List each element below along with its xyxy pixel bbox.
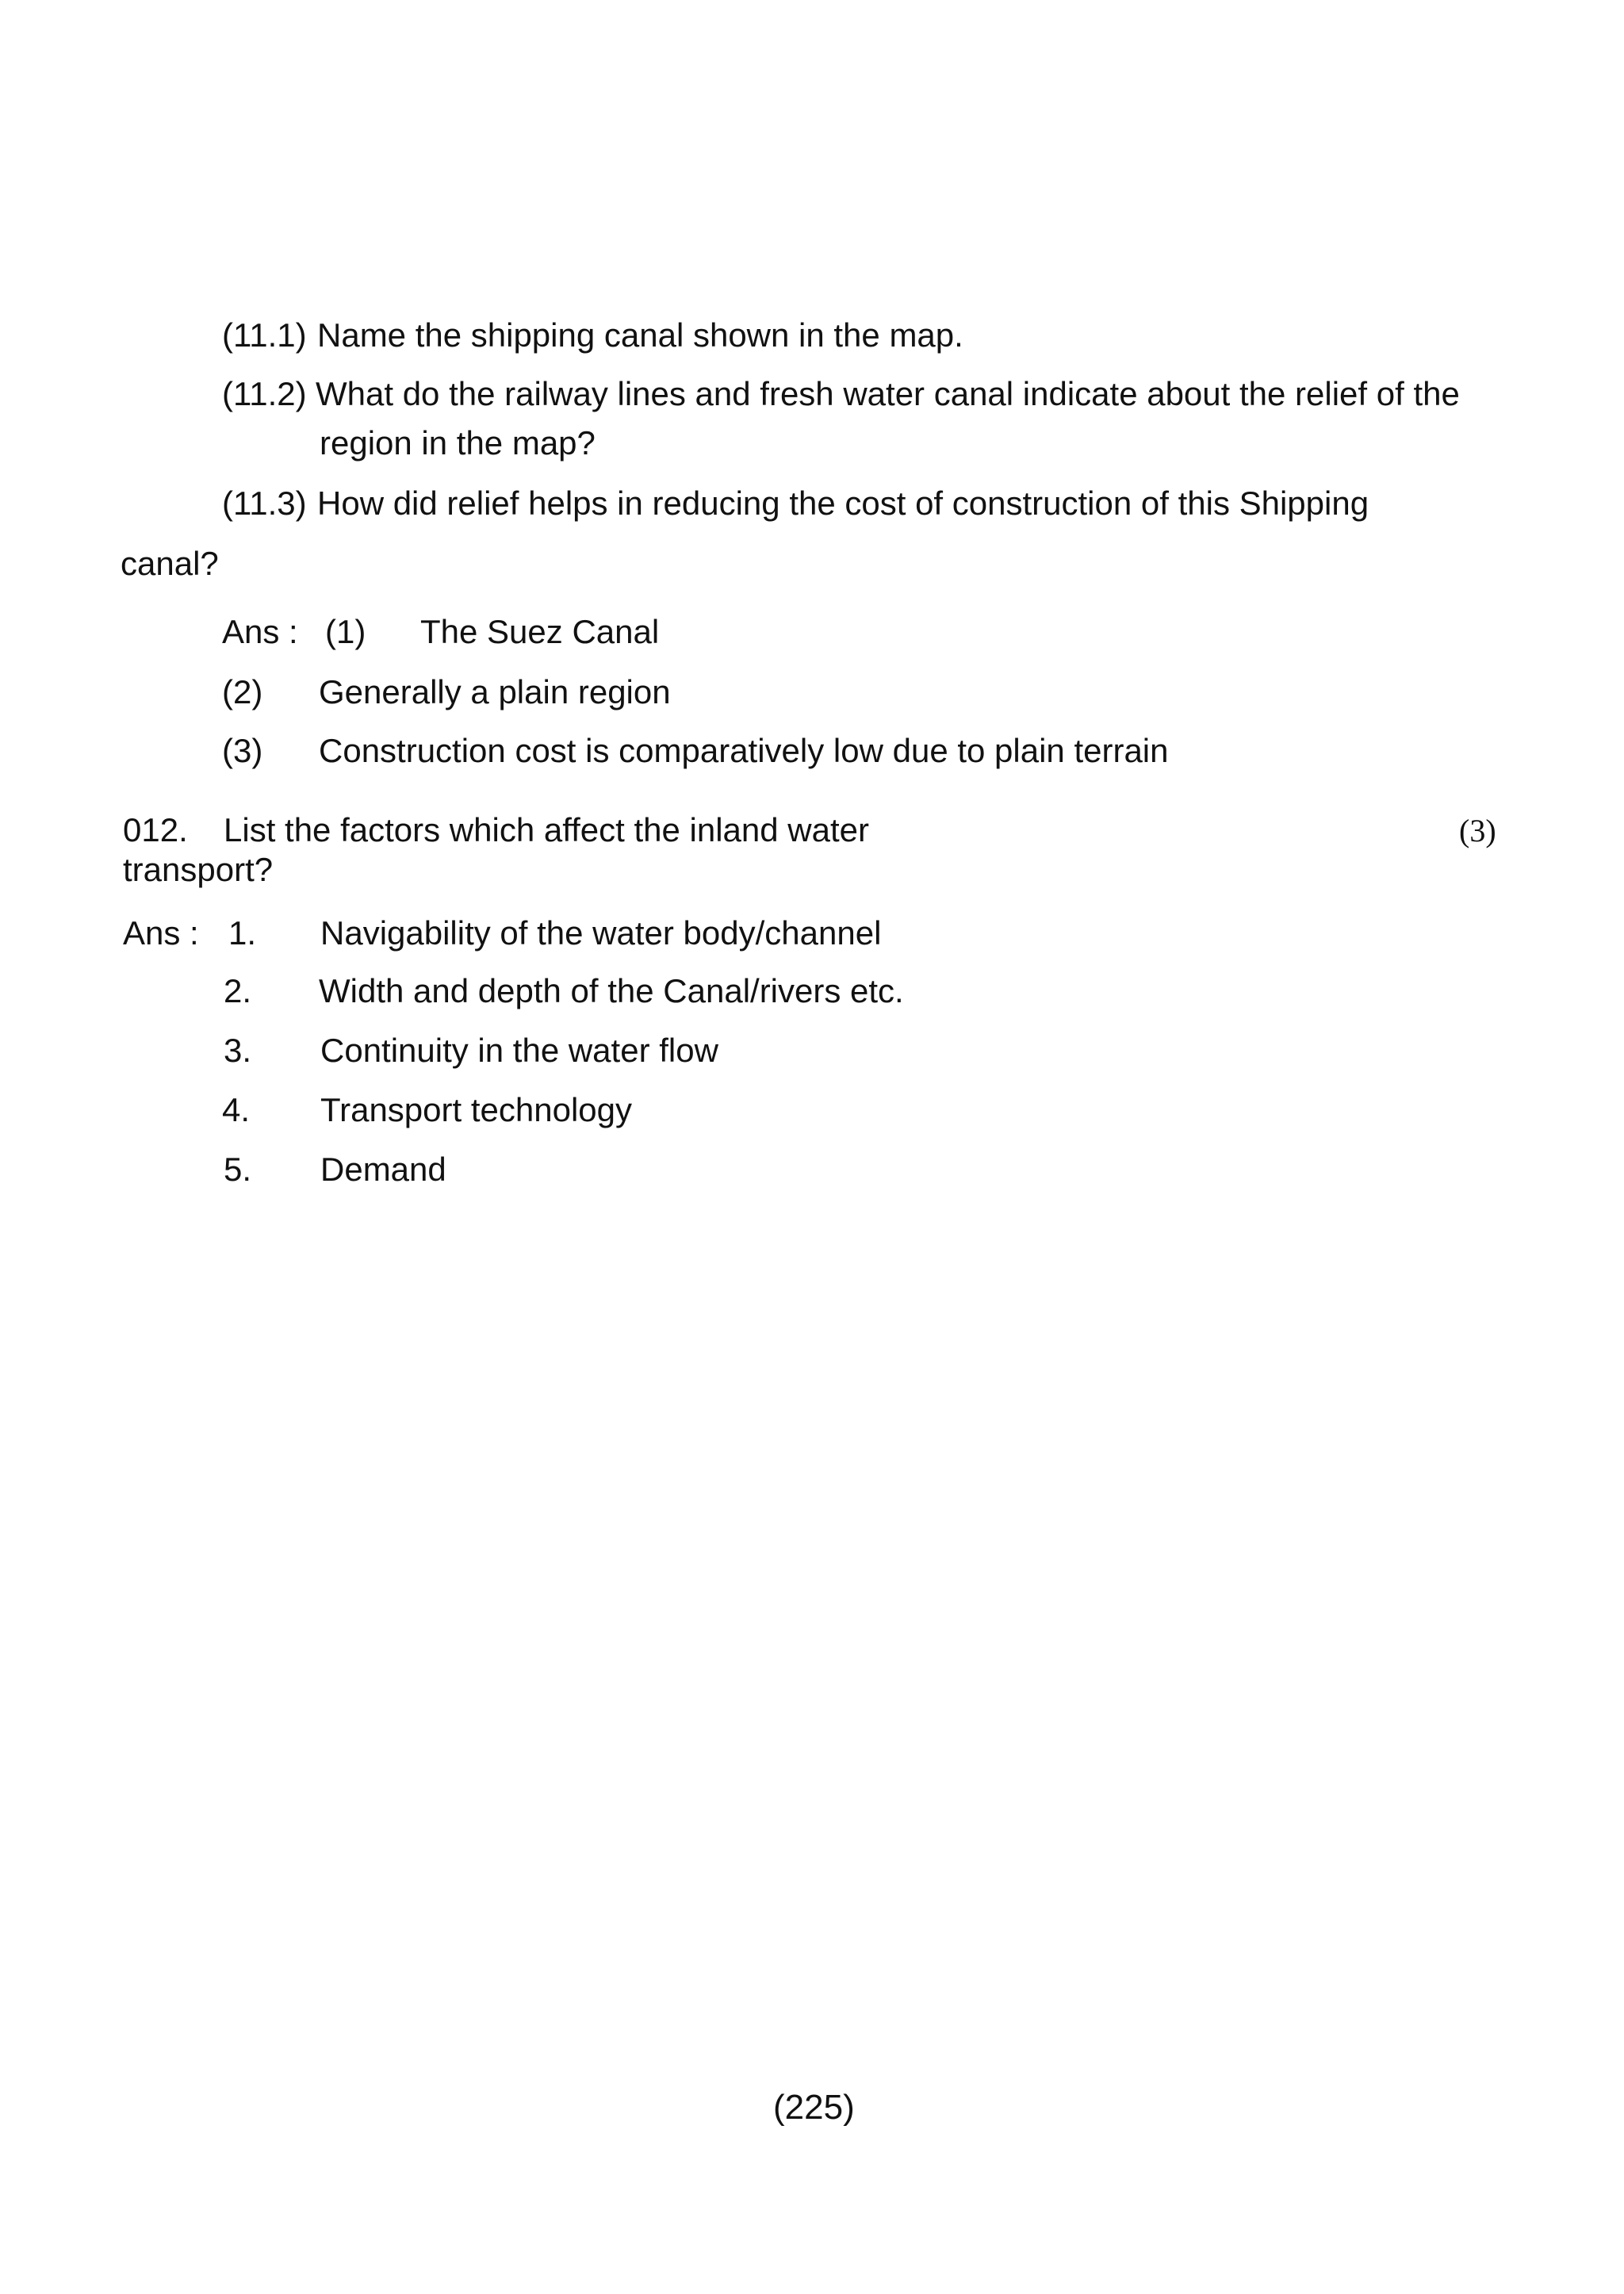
q12-marks: (3): [1459, 813, 1496, 848]
q12-line2: transport?: [123, 851, 274, 888]
q12-answer-2-number: 2.: [224, 972, 252, 1009]
q11-2-line2: region in the map?: [320, 424, 596, 461]
q12-number: 012.: [123, 811, 188, 848]
q11-1-text: Name the shipping canal shown in the map.: [317, 316, 963, 354]
q11-2-number: (11.2): [222, 375, 307, 412]
q12-answer-1-number: 1.: [228, 914, 257, 952]
q11-answer-1-number: (1): [325, 613, 366, 650]
q12-answer-5-text: Demand: [320, 1151, 446, 1188]
q12-answer-2-text: Width and depth of the Canal/rivers etc.: [319, 972, 904, 1009]
q11-2-line1: What do the railway lines and fresh water canal indicate about the relief of the: [316, 375, 1460, 412]
q11-3-number: (11.3): [222, 484, 307, 522]
q11-answer-2-text: Generally a plain region: [319, 673, 671, 710]
q11-3-line1: How did relief helps in reducing the cost of construction of this Shipping: [317, 484, 1369, 522]
q12-answer-1-text: Navigability of the water body/channel: [320, 914, 882, 952]
q11-3-line2: canal?: [121, 545, 219, 582]
q12-answer-3-text: Continuity in the water flow: [320, 1032, 718, 1069]
q12-answer-4-text: Transport technology: [320, 1091, 632, 1128]
q12-answer-label: Ans :: [123, 914, 199, 952]
q12-answer-5-number: 5.: [224, 1151, 252, 1188]
q11-answer-3-number: (3): [222, 732, 263, 769]
q12-line1: List the factors which affect the inland water: [224, 811, 869, 848]
q11-answer-2-number: (2): [222, 673, 263, 710]
page-number: (225): [773, 2088, 855, 2127]
q12-answer-4-number: 4.: [222, 1091, 251, 1128]
q11-1-number: (11.1): [222, 316, 307, 354]
q11-answer-1-text: The Suez Canal: [420, 613, 660, 650]
q11-answer-label: Ans :: [222, 613, 298, 650]
q11-answer-3-text: Construction cost is comparatively low due to plain terrain: [319, 732, 1169, 769]
q12-answer-3-number: 3.: [224, 1032, 252, 1069]
